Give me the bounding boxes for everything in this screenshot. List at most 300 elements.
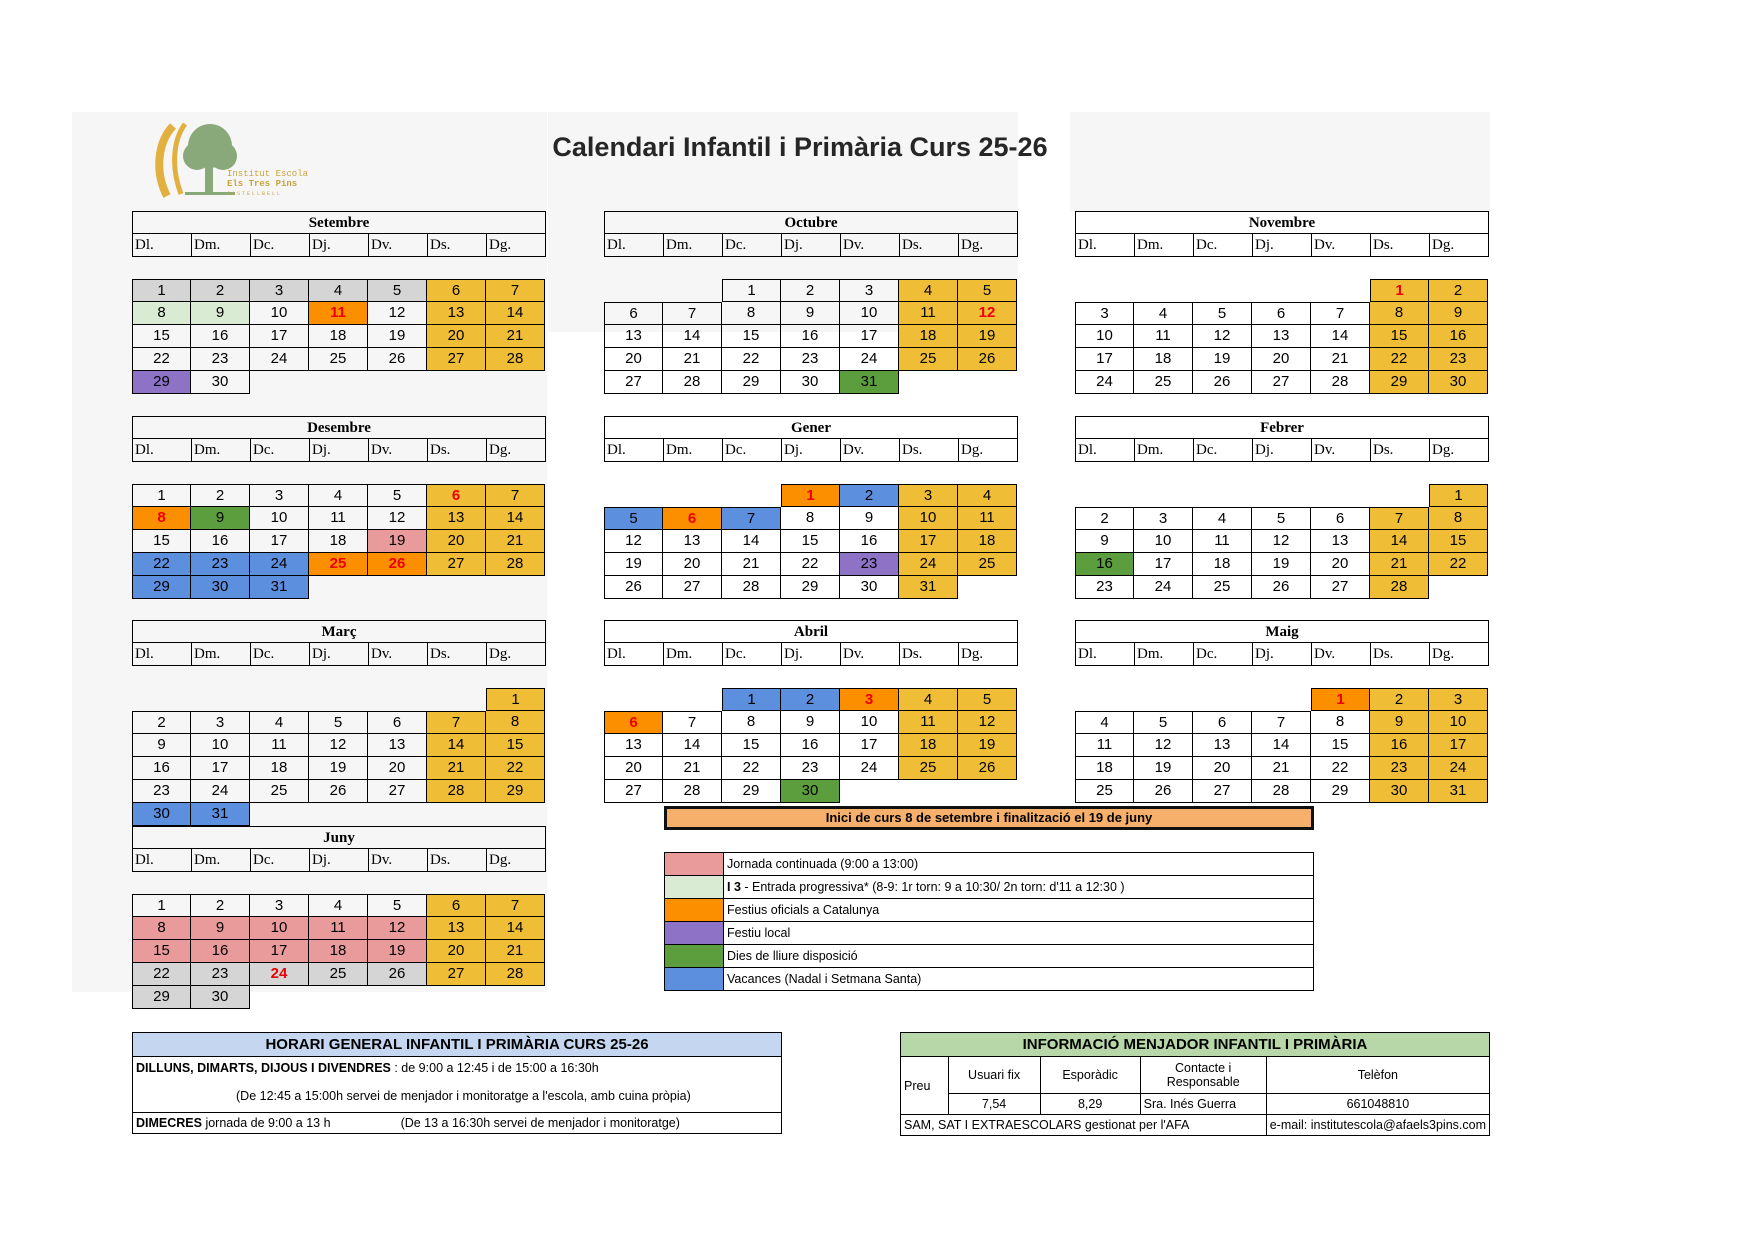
day-cell: 20 [604, 757, 663, 780]
day-cell: 3 [840, 688, 899, 711]
weekday-label: Dj. [781, 439, 840, 461]
day-cell: 29 [722, 780, 781, 803]
day-cell: 26 [368, 348, 427, 371]
day-cell: 16 [1370, 734, 1429, 757]
week-row [132, 279, 546, 302]
day-cell: 11 [899, 302, 958, 325]
day-cell: 25 [1193, 576, 1252, 599]
empty-cell [368, 576, 427, 599]
day-cell: 9 [191, 302, 250, 325]
day-cell: 26 [1252, 576, 1311, 599]
day-cell: 12 [958, 302, 1017, 325]
empty-cell [663, 688, 722, 711]
day-cell: 17 [1075, 348, 1134, 371]
weekday-label: Ds. [427, 643, 486, 665]
day-cell: 12 [368, 507, 427, 530]
weekday-label: Dj. [1252, 234, 1311, 256]
day-cell: 4 [309, 484, 368, 507]
day-cell: 23 [191, 553, 250, 576]
empty-cell [604, 688, 663, 711]
week-row [1075, 279, 1489, 302]
weekday-label: Dj. [781, 643, 840, 665]
weekday-header [132, 642, 546, 666]
weekday-label: Dg. [958, 234, 1017, 256]
weekdays-hours: : de 9:00 a 12:45 i de 15:00 a 16:30h [390, 1061, 599, 1075]
day-cell: 3 [1075, 302, 1134, 325]
weekday-label: Dm. [191, 643, 250, 665]
empty-cell [427, 803, 486, 826]
day-cell: 8 [1311, 711, 1370, 734]
month-4 [604, 416, 1018, 599]
day-cell: 30 [1370, 780, 1429, 803]
weekday-label: Dj. [309, 643, 368, 665]
month-1 [604, 211, 1018, 394]
weekday-label: Dg. [958, 643, 1017, 665]
day-cell: 14 [486, 917, 545, 940]
day-cell: 17 [1429, 734, 1488, 757]
day-cell: 1 [1429, 484, 1488, 507]
week-row [604, 688, 1018, 711]
week-row [1075, 688, 1489, 711]
empty-cell [427, 576, 486, 599]
empty-cell [1193, 688, 1252, 711]
weekday-label: Dm. [1134, 439, 1193, 461]
day-cell: 10 [191, 734, 250, 757]
weekday-label: Dm. [663, 234, 722, 256]
day-cell: 19 [958, 325, 1017, 348]
weekday-label: Ds. [1370, 439, 1429, 461]
day-cell: 12 [1252, 530, 1311, 553]
day-cell: 19 [1134, 757, 1193, 780]
day-cell: 12 [368, 917, 427, 940]
day-cell: 6 [1193, 711, 1252, 734]
day-cell: 10 [840, 711, 899, 734]
day-cell: 22 [132, 348, 191, 371]
day-cell: 13 [427, 302, 486, 325]
day-cell: 26 [309, 780, 368, 803]
empty-cell [486, 576, 545, 599]
weekday-label: Dm. [663, 439, 722, 461]
day-cell: 24 [840, 348, 899, 371]
week-row [604, 484, 1018, 507]
day-cell: 18 [250, 757, 309, 780]
day-cell: 23 [1370, 757, 1429, 780]
day-cell: 24 [250, 553, 309, 576]
day-cell: 23 [191, 348, 250, 371]
day-cell: 7 [427, 711, 486, 734]
empty-cell [958, 371, 1017, 394]
day-cell: 5 [1252, 507, 1311, 530]
afa-email: e-mail: institutescola@afaels3pins.com [1266, 1115, 1489, 1136]
legend-text [724, 968, 1313, 990]
day-cell: 13 [604, 734, 663, 757]
logo-line3: CASTELLBELL [227, 191, 283, 197]
day-cell: 15 [1311, 734, 1370, 757]
day-cell: 7 [486, 484, 545, 507]
month-title: Febrer [1075, 416, 1489, 438]
day-cell: 14 [1252, 734, 1311, 757]
day-cell: 7 [486, 894, 545, 917]
week-row [132, 986, 546, 1009]
week-row [1075, 325, 1489, 348]
empty-cell [309, 576, 368, 599]
week-row [1075, 711, 1489, 734]
legend-text [724, 853, 1313, 875]
day-cell: 19 [368, 530, 427, 553]
day-cell: 18 [309, 940, 368, 963]
day-cell: 1 [132, 279, 191, 302]
day-cell: 18 [1193, 553, 1252, 576]
day-cell: 26 [1134, 780, 1193, 803]
legend-row [665, 875, 1313, 898]
empty-cell [486, 803, 545, 826]
month-8 [1075, 620, 1489, 803]
weekdays-note: (De 12:45 a 15:00h servei de menjador i monitoratge a l'escola, amb cuina pròpia) [236, 1089, 691, 1103]
legend-label: Festiu local [727, 926, 791, 940]
day-cell: 2 [1429, 279, 1488, 302]
legend-swatch [665, 853, 724, 875]
legend-text [724, 945, 1313, 967]
week-row [132, 553, 546, 576]
day-cell: 21 [722, 553, 781, 576]
legend-label: Vacances (Nadal i Setmana Santa) [727, 972, 922, 986]
day-cell: 5 [368, 894, 427, 917]
week-row [132, 963, 546, 986]
empty-cell [309, 986, 368, 1009]
day-cell: 6 [1311, 507, 1370, 530]
weekday-label: Dv. [840, 439, 899, 461]
day-cell: 30 [781, 780, 840, 803]
day-cell: 8 [132, 507, 191, 530]
day-cell: 3 [1134, 507, 1193, 530]
month-2 [1075, 211, 1489, 394]
weekday-label: Dv. [840, 234, 899, 256]
day-cell: 12 [604, 530, 663, 553]
weekday-label: Dv. [368, 234, 427, 256]
day-cell: 12 [958, 711, 1017, 734]
empty-cell [1134, 484, 1193, 507]
day-cell: 16 [1429, 325, 1488, 348]
day-cell: 30 [191, 576, 250, 599]
day-cell: 1 [486, 688, 545, 711]
day-cell: 26 [368, 553, 427, 576]
week-row [604, 302, 1018, 325]
day-cell: 28 [486, 348, 545, 371]
schedule-row-weekdays [133, 1057, 781, 1113]
empty-cell [1193, 484, 1252, 507]
weekday-label: Dc. [1193, 439, 1252, 461]
empty-cell [1134, 279, 1193, 302]
week-row [132, 734, 546, 757]
month-title: Setembre [132, 211, 546, 233]
weekday-label: Dc. [250, 849, 309, 871]
day-cell: 16 [1075, 553, 1134, 576]
weekday-label: Dm. [1134, 643, 1193, 665]
day-cell: 14 [486, 507, 545, 530]
day-cell: 29 [1370, 371, 1429, 394]
day-cell: 1 [1370, 279, 1429, 302]
weekday-label: Dv. [840, 643, 899, 665]
month-title: Abril [604, 620, 1018, 642]
day-cell: 7 [486, 279, 545, 302]
day-cell: 28 [1311, 371, 1370, 394]
day-cell: 22 [1370, 348, 1429, 371]
month-7 [604, 620, 1018, 803]
legend-label: Dies de lliure disposició [727, 949, 858, 963]
day-cell: 29 [486, 780, 545, 803]
week-row [604, 711, 1018, 734]
legend-text [724, 922, 1313, 944]
day-cell: 26 [958, 757, 1017, 780]
weekday-label: Dv. [1311, 643, 1370, 665]
day-cell: 11 [958, 507, 1017, 530]
weekday-label: Ds. [899, 234, 958, 256]
weekday-label: Dc. [250, 643, 309, 665]
day-cell: 4 [250, 711, 309, 734]
day-cell: 21 [663, 348, 722, 371]
day-cell: 8 [132, 917, 191, 940]
weekday-label: Dv. [1311, 439, 1370, 461]
day-cell: 4 [899, 279, 958, 302]
day-cell: 19 [958, 734, 1017, 757]
day-cell: 13 [1311, 530, 1370, 553]
day-cell: 22 [1311, 757, 1370, 780]
week-row [604, 780, 1018, 803]
day-cell: 4 [958, 484, 1017, 507]
day-cell: 11 [250, 734, 309, 757]
day-cell: 5 [958, 688, 1017, 711]
weekday-label: Dc. [722, 439, 781, 461]
weekday-label: Dj. [309, 849, 368, 871]
weekday-label: Dv. [1311, 234, 1370, 256]
day-cell: 24 [899, 553, 958, 576]
day-cell: 26 [958, 348, 1017, 371]
week-row [604, 279, 1018, 302]
day-cell: 20 [427, 530, 486, 553]
weekday-label: Dl. [607, 646, 626, 662]
weekday-label: Dg. [486, 849, 545, 871]
course-dates-banner: Inici de curs 8 de setembre i finalització el 19 de juny [664, 806, 1314, 830]
day-cell: 14 [722, 530, 781, 553]
day-cell: 30 [840, 576, 899, 599]
day-cell: 3 [191, 711, 250, 734]
weekday-label: Dl. [1078, 646, 1097, 662]
day-cell: 24 [1134, 576, 1193, 599]
dining-title: INFORMACIÓ MENJADOR INFANTIL I PRIMÀRIA [901, 1033, 1489, 1057]
contact-name: Sra. Inés Guerra [1140, 1094, 1266, 1115]
day-cell: 16 [781, 325, 840, 348]
empty-cell [368, 371, 427, 394]
day-cell: 12 [1193, 325, 1252, 348]
day-cell: 31 [191, 803, 250, 826]
day-cell: 15 [722, 325, 781, 348]
weekday-header [1075, 438, 1489, 462]
day-cell: 13 [604, 325, 663, 348]
weekday-header [604, 438, 1018, 462]
day-cell: 11 [1193, 530, 1252, 553]
day-cell: 14 [427, 734, 486, 757]
day-cell: 23 [840, 553, 899, 576]
day-cell: 8 [1370, 302, 1429, 325]
day-cell: 5 [309, 711, 368, 734]
day-cell: 21 [427, 757, 486, 780]
day-cell: 21 [486, 530, 545, 553]
weekday-label: Dv. [368, 643, 427, 665]
empty-cell [309, 688, 368, 711]
day-cell: 9 [781, 302, 840, 325]
day-cell: 27 [368, 780, 427, 803]
day-cell: 19 [604, 553, 663, 576]
day-cell: 26 [368, 963, 427, 986]
legend-swatch [665, 968, 724, 990]
day-cell: 9 [840, 507, 899, 530]
month-3 [132, 416, 546, 599]
day-cell: 20 [427, 325, 486, 348]
week-row [132, 688, 546, 711]
day-cell: 31 [899, 576, 958, 599]
day-cell: 21 [1311, 348, 1370, 371]
empty-cell [1134, 688, 1193, 711]
day-cell: 11 [899, 711, 958, 734]
day-cell: 21 [663, 757, 722, 780]
empty-cell [486, 371, 545, 394]
week-row [132, 711, 546, 734]
day-cell: 11 [309, 917, 368, 940]
day-cell: 31 [840, 371, 899, 394]
legend-row [665, 944, 1313, 967]
weekday-label: Dg. [486, 234, 545, 256]
week-row [132, 348, 546, 371]
day-cell: 18 [1075, 757, 1134, 780]
weekday-label: Dl. [135, 442, 154, 458]
legend-bold: I 3 [727, 880, 741, 894]
empty-cell [427, 371, 486, 394]
day-cell: 22 [781, 553, 840, 576]
day-cell: 22 [722, 348, 781, 371]
day-cell: 24 [250, 963, 309, 986]
day-cell: 13 [427, 917, 486, 940]
empty-cell [840, 780, 899, 803]
week-row [604, 348, 1018, 371]
day-cell: 28 [1370, 576, 1429, 599]
day-cell: 22 [486, 757, 545, 780]
day-cell: 15 [132, 530, 191, 553]
day-cell: 24 [250, 348, 309, 371]
weekday-label: Dv. [368, 439, 427, 461]
weekday-label: Ds. [427, 439, 486, 461]
contact-phone: 661048810 [1266, 1094, 1489, 1115]
day-cell: 9 [1370, 711, 1429, 734]
empty-cell [1075, 279, 1134, 302]
day-cell: 9 [781, 711, 840, 734]
month-title: Maig [1075, 620, 1489, 642]
empty-cell [899, 371, 958, 394]
weekdays-label: DILLUNS, DIMARTS, DIJOUS I DIVENDRES [136, 1061, 391, 1075]
day-cell: 17 [250, 530, 309, 553]
day-cell: 5 [368, 279, 427, 302]
empty-cell [663, 484, 722, 507]
price-sporadic: 8,29 [1040, 1094, 1140, 1115]
day-cell: 30 [781, 371, 840, 394]
day-cell: 28 [1252, 780, 1311, 803]
day-cell: 20 [1252, 348, 1311, 371]
day-cell: 2 [191, 279, 250, 302]
day-cell: 18 [899, 734, 958, 757]
day-cell: 8 [781, 507, 840, 530]
day-cell: 29 [1311, 780, 1370, 803]
week-row [132, 576, 546, 599]
day-cell: 17 [840, 734, 899, 757]
day-cell: 4 [899, 688, 958, 711]
empty-cell [722, 484, 781, 507]
weekday-label: Dc. [250, 234, 309, 256]
day-cell: 30 [132, 803, 191, 826]
weekday-label: Dj. [309, 439, 368, 461]
weekday-label: Dc. [1193, 234, 1252, 256]
weekday-header [132, 848, 546, 872]
weekday-label: Dj. [309, 234, 368, 256]
empty-cell [368, 688, 427, 711]
empty-cell [899, 780, 958, 803]
day-cell: 29 [781, 576, 840, 599]
day-cell: 9 [191, 507, 250, 530]
day-cell: 28 [486, 553, 545, 576]
day-cell: 25 [1075, 780, 1134, 803]
day-cell: 3 [1429, 688, 1488, 711]
legend-row [665, 967, 1313, 990]
day-cell: 5 [368, 484, 427, 507]
day-cell: 15 [1429, 530, 1488, 553]
day-cell: 16 [191, 530, 250, 553]
empty-cell [604, 484, 663, 507]
weekday-label: Dl. [1078, 442, 1097, 458]
legend-label: Festius oficials a Catalunya [727, 903, 880, 917]
week-row [132, 757, 546, 780]
day-cell: 1 [722, 688, 781, 711]
day-cell: 25 [1134, 371, 1193, 394]
day-cell: 20 [604, 348, 663, 371]
day-cell: 7 [663, 711, 722, 734]
weekday-label: Dg. [1429, 234, 1488, 256]
day-cell: 15 [1370, 325, 1429, 348]
week-row [1075, 553, 1489, 576]
week-row [604, 757, 1018, 780]
empty-cell [486, 986, 545, 1009]
dining-header: Contacte i Responsable [1140, 1057, 1266, 1094]
wednesday-note: (De 13 a 16:30h servei de menjador i monitoratge) [400, 1116, 680, 1130]
day-cell: 11 [309, 507, 368, 530]
week-row [604, 553, 1018, 576]
day-cell: 19 [368, 940, 427, 963]
weekday-header [132, 438, 546, 462]
weekday-label: Dc. [250, 439, 309, 461]
day-cell: 16 [191, 940, 250, 963]
month-title: Març [132, 620, 546, 642]
day-cell: 27 [1252, 371, 1311, 394]
day-cell: 27 [427, 553, 486, 576]
day-cell: 22 [1429, 553, 1488, 576]
day-cell: 15 [486, 734, 545, 757]
day-cell: 28 [663, 371, 722, 394]
empty-cell [309, 371, 368, 394]
weekday-label: Ds. [1370, 234, 1429, 256]
day-cell: 18 [309, 530, 368, 553]
day-cell: 12 [368, 302, 427, 325]
week-row [1075, 507, 1489, 530]
day-cell: 3 [250, 484, 309, 507]
day-cell: 14 [663, 734, 722, 757]
day-cell: 28 [427, 780, 486, 803]
